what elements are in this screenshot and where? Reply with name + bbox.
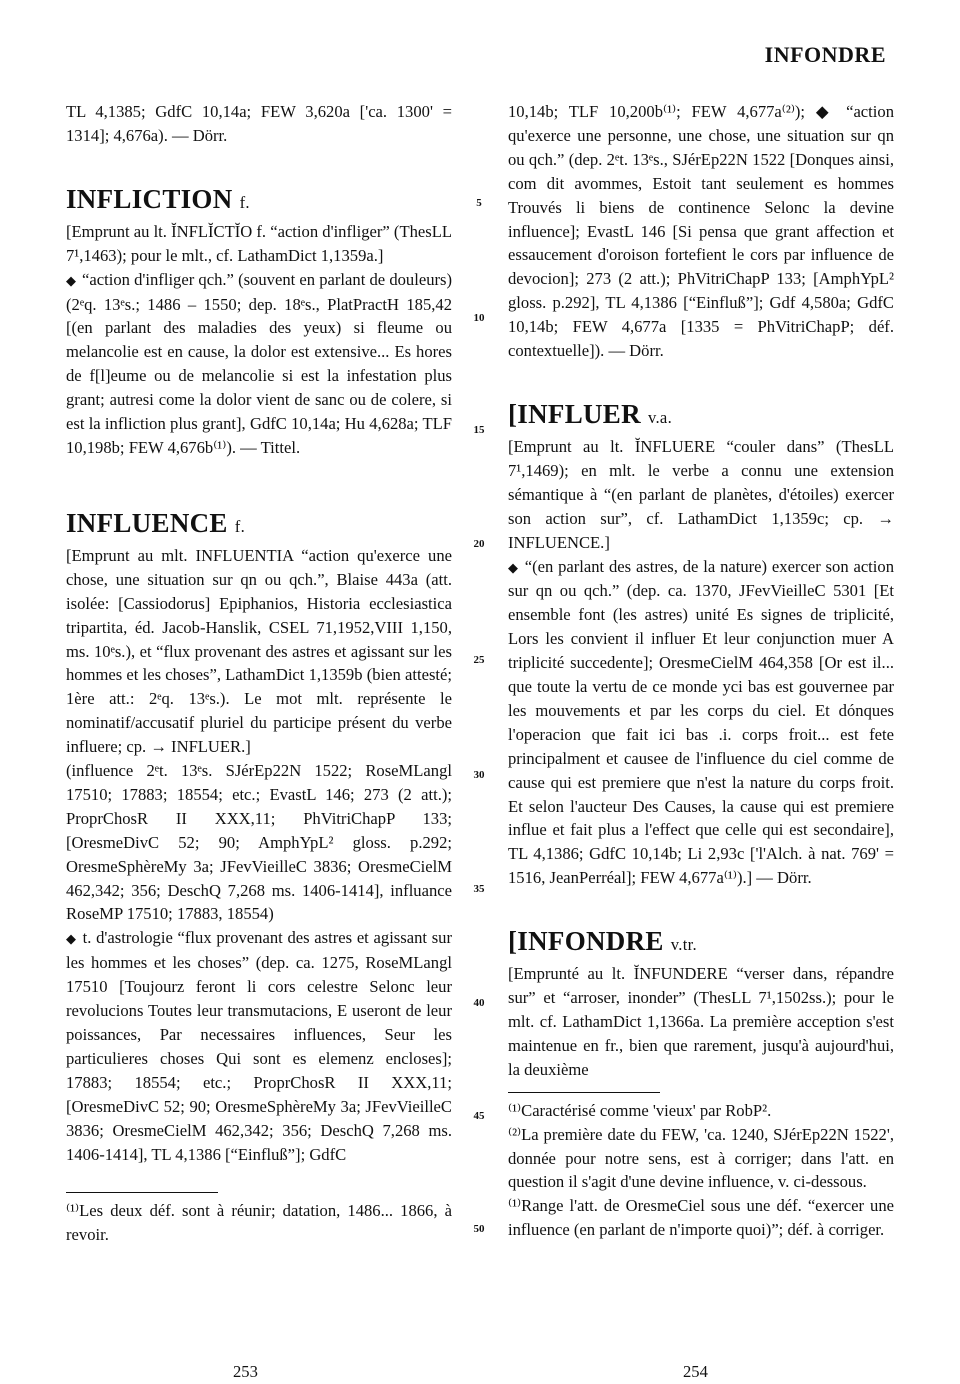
line-number: 30	[473, 769, 485, 781]
page-number-right: 254	[683, 1362, 708, 1381]
diamond-icon: ◆	[66, 272, 77, 288]
headword-text: [INFONDRE	[508, 926, 664, 957]
sense-text: “action d'infliger qch.” (souvent en parlant de douleurs) (2ᵉq. 13ᵉs.; 1486 – 1550; dep. 18ᵉs., PlatPractH 185,42 [(en parlant des maladies des yeux) si fleume ou melancolie est en cause, la dolor est extensive... Es hores de f[l]eume ou de melancolie si est la infestation plus grant; autresi come la dolor vient de sanc ou de colere, si est la infliction plus grant], GdfC 10,14a; Hu 4,628a; TLF 10,198b; FEW 4,676b⁽¹⁾). — Tittel.	[66, 269, 452, 457]
entry-infondre	[508, 926, 894, 1082]
footnote: ⁽¹⁾Les deux déf. sont à réunir; datation, 1486... 1866, à revoir.	[66, 1201, 452, 1245]
forms: (influence 2ᵉt. 13ᵉs. SJérEp22N 1522; RoseMLangl 17510; 17883; 18554; etc.; EvastL 146; 273 (2 att.); ProprChosR II XXX,11; PhVitriChapP 133; [OresmeDivC 52; 90; AmphYpL² gloss. p.292; OresmeSphèreMy 3a; JFevVieilleC 3836; OresmeCielM 462,342; 356; DeschQ 7,268 ms. 1406-1414], influance RoseMP 17510; 17883, 18554)	[66, 761, 452, 924]
headword-text: INFLUENCE	[66, 507, 228, 538]
etymology: [Emprunté au lt. ĬNFUNDERE “verser dans, répandre sur” et “arroser, inonder” (ThesLL 7¹,1502ss.); pour le mlt. cf. LathamDict 1,1366a. La première acception s'est maintenue en fr., bien que rarement, jusqu'à aujourd'hui, la deuxième	[508, 964, 894, 1079]
footnotes-right	[508, 1092, 894, 1242]
footnote-divider	[508, 1092, 660, 1093]
etymology: [Emprunt au mlt. INFLUENTIA “action qu'exerce une chose, une situation sur qn ou qch.”, Blaise 443a (att. isolée: [Cassiodorus] Epiphanios, Historia ecclesiastica tripartita, éd. Jacob-Hanslik, CSEL 71,1952,VIII 1,150, ms. 10ᵉs.), et “flux provenant des astres et agissant sur les hommes et les choses”, LathamDict 1,1359b (bien attesté; 1ère att.: 2ᵉq. 13ᵉs.). Le mot mlt. représente le nominatif/accusatif pluriel du participe présent du verbe influere; cp. → INFLUER.]	[66, 545, 452, 757]
diamond-icon: ◆	[66, 931, 77, 947]
line-number: 45	[473, 1110, 485, 1122]
etymology: [Emprunt au lt. ĬNFLĬCTĬO f. “action d'infliger” (ThesLL 7¹,1463); pour le mlt., cf. LathamDict 1,1359a.]	[66, 221, 452, 265]
line-number: 10	[473, 312, 485, 324]
diamond-icon: ◆	[508, 559, 519, 575]
line-number: 15	[473, 424, 485, 436]
intro-paragraph: TL 4,1385; GdfC 10,14a; FEW 3,620a ['ca. 1300' = 1314]; 4,676a). — Dörr.	[66, 102, 452, 145]
line-number: 5	[476, 197, 482, 209]
line-number: 35	[473, 883, 485, 895]
continuation-paragraph: 10,14b; TLF 10,200b⁽¹⁾; FEW 4,677a⁽²⁾); ◆ “action qu'exerce une personne, une chose, une situation sur qn ou qch.” (dep. 2ᵉt. 13ᵉs., SJérEp22N 1522 [Donques ainsi, com dit avommes, Estoit tant seulement es hommes Trouvés li biens de continence Selonc la devine influence]; EvastL 146 [Si pensa que grant affection et essaucement d'oroison fortefient le cors par influence de devocion]; 273 (2 att.); PhVitriChapP 133; [AmphYpL² gloss. p.292], TL 4,1386 [“Einfluß”]; Gdf 4,580a; GdfC 10,14b; FEW 4,677a [1335 = PhVitriChapP; déf. contextuelle]). — Dörr.	[508, 102, 894, 361]
entry-headword	[508, 399, 894, 433]
footnote-divider	[66, 1192, 218, 1193]
sense	[66, 926, 452, 1166]
entry-headword	[508, 926, 894, 960]
footnote: ⁽²⁾La première date du FEW, 'ca. 1240, SJérEp22N 1522', donnée pour notre sens, est à corriger; dans l'att. en question il s'agit d'une devine influence, v. ci-dessous.	[508, 1124, 894, 1192]
sense-text: “(en parlant des astres, de la nature) exercer son action sur qn ou qch.” (dep. ca. 1370, JFevVieilleC 5301 [Et ensemble font (les astres) unité Es signes de triplicité, Lors les convient il influer Et leur conjunction muer A triplicité succedente]; OresmeCielM 464,358 [Or est il... que toute la vertu de ce monde yci bas est gouvernee par les mouvements et par les corps du ciel. Et dónques l'operacion que fait ici bas .i. corps froit... est fete principalment et causee de l'influence du ciel comme de cause qui est premiere que n'est la nature du corps froit. Et selon l'aucteur Des Causes, la cause qui est premiere influe et fait plus a l'effect que celle qui est secondaire], TL 4,1386; GdfC 10,14b; Li 2,93c ['l'Alch. à nat. 769' = 1516, JeanPerréal]; FEW 4,677a⁽¹⁾).] — Dörr.	[508, 556, 894, 888]
grammar-label: f.	[234, 516, 246, 536]
entry-headword	[66, 508, 452, 542]
headword-text: INFLICTION	[66, 183, 233, 214]
line-number: 25	[473, 654, 485, 666]
entry-headword	[66, 184, 452, 218]
grammar-label: v.tr.	[670, 935, 698, 955]
left-column	[66, 100, 452, 1247]
line-number: 40	[473, 997, 485, 1009]
entry-influer	[508, 399, 894, 890]
entry-influence	[66, 508, 452, 1167]
running-head: INFONDRE	[764, 42, 886, 67]
footnotes-left	[66, 1192, 452, 1247]
entry-infliction	[66, 184, 452, 460]
sense	[66, 268, 452, 460]
grammar-label: f.	[239, 192, 250, 212]
headword-text: [INFLUER	[508, 398, 641, 429]
grammar-label: v.a.	[647, 407, 673, 427]
line-number: 50	[473, 1223, 485, 1235]
footnote: ⁽¹⁾Caractérisé comme 'vieux' par RobP².	[508, 1100, 772, 1120]
page-number-left: 253	[233, 1362, 258, 1381]
sense	[508, 555, 894, 891]
line-number: 20	[473, 538, 485, 550]
footnote: ⁽¹⁾Range l'att. de OresmeCiel sous une déf. “exercer une influence (en parlant de n'importe quoi)”; déf. à corriger.	[508, 1196, 894, 1240]
sense-text: t. d'astrologie “flux provenant des astres et agissant sur les hommes et les choses” (dep. ca. 1275, RoseMLangl 17510 [Toujourz feront li cors celestre Selonc leur revolucions Toutes leur transmutacions, E useront de leur poissances, Par necessaires influences, Seur les particulieres choses Qui sont es elemenz encloses]; 17883; 18554; etc.; ProprChosR II XXX,11; [OresmeDivC 52; 90; OresmeSphèreMy 3a; JFevVieilleC 3836; OresmeCielM 462,342; 356; DeschQ 7,268 ms. 1406-1414], TL 4,1386 [“Einfluß”]; GdfC	[66, 928, 453, 1164]
etymology: [Emprunt au lt. ĬNFLUERE “couler dans” (ThesLL 7¹,1469); en mlt. le verbe a connu une extension sémantique à “(en parlant de planètes, d'étoiles) exercer son action sur”, cf. LathamDict 1,1359c; cp. → INFLUENCE.]	[508, 436, 894, 552]
right-column	[508, 100, 894, 1242]
